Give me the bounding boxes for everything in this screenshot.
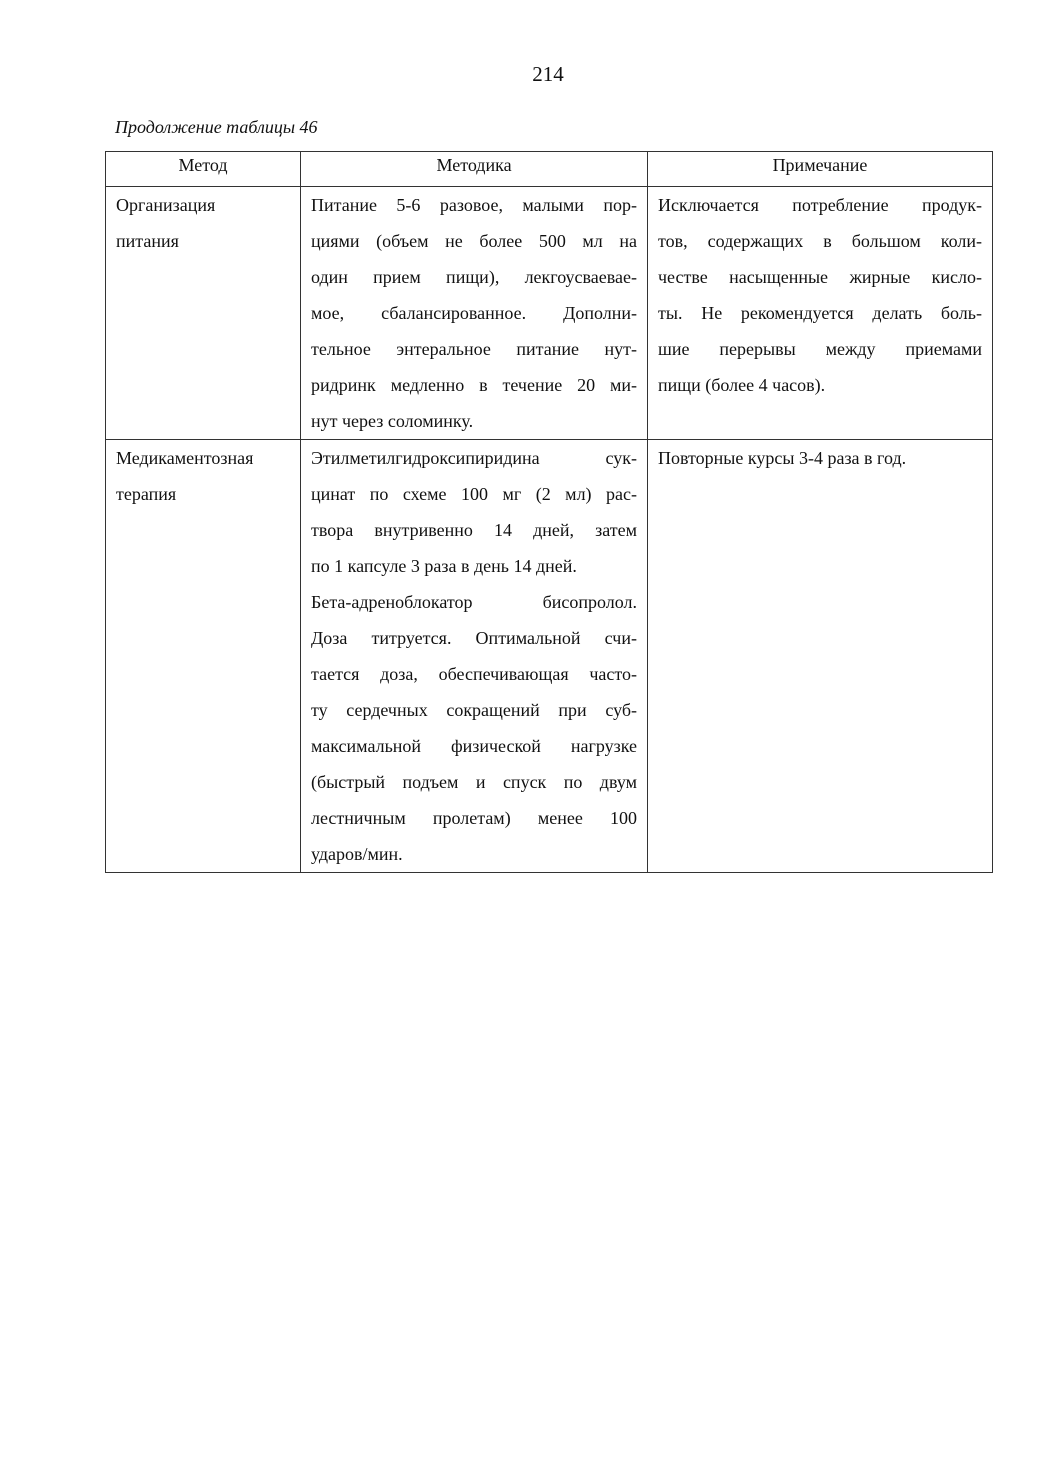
header-method: Метод [106, 152, 301, 187]
cell-line: один прием пищи), лекгоусваевае- [311, 267, 637, 287]
cell-line: шие перерывы между приемами [658, 339, 982, 359]
cell-line: Повторные курсы 3-4 раза в год. [658, 448, 907, 468]
cell-line: ту сердечных сокращений при суб- [311, 700, 637, 720]
header-technique: Методика [301, 152, 648, 187]
cell-line: Этилметилгидроксипиридина сук- [311, 448, 637, 468]
technique-cell [301, 187, 648, 440]
cell-line: Исключается потребление продук- [658, 195, 982, 215]
cell-line: Доза титруется. Оптимальной счи- [311, 628, 637, 648]
cell-line: цинат по схеме 100 мг (2 мл) рас- [311, 484, 637, 504]
method-cell [106, 187, 301, 440]
note-cell [648, 440, 993, 873]
cell-line: Бета-адреноблокатор бисопролол. [311, 592, 637, 612]
cell-line: нут через соломинку. [311, 411, 474, 431]
table-row [106, 187, 993, 440]
cell-line: тов, содержащих в большом коли- [658, 231, 982, 251]
cell-line: мое, сбалансированное. Дополни- [311, 303, 637, 323]
cell-line: тается доза, обеспечивающая часто- [311, 664, 637, 684]
cell-line: честве насыщенные жирные кисло- [658, 267, 982, 287]
cell-line: циями (объем не более 500 мл на [311, 231, 637, 251]
cell-line: терапия [116, 484, 177, 504]
page-number: 214 [532, 62, 564, 86]
cell-line: лестничным пролетам) менее 100 [311, 808, 637, 828]
cell-line: Питание 5-6 разовое, малыми пор- [311, 195, 637, 215]
cell-line: ридринк медленно в течение 20 ми- [311, 375, 637, 395]
cell-line: питания [116, 231, 179, 251]
table-caption: Продолжение таблицы 46 [115, 117, 318, 137]
cell-line: пищи (более 4 часов). [658, 375, 826, 395]
technique-cell [301, 440, 648, 873]
treatment-table [105, 151, 993, 873]
table-header-row [106, 152, 993, 187]
note-cell [648, 187, 993, 440]
header-note: Примечание [648, 152, 993, 187]
cell-line: (быстрый подъем и спуск по двум [311, 772, 637, 792]
cell-line: по 1 капсуле 3 раза в день 14 дней. [311, 556, 577, 576]
cell-line: тельное энтеральное питание нут- [311, 339, 637, 359]
cell-line: максимальной физической нагрузке [311, 736, 637, 756]
cell-line: Медикаментозная [116, 448, 254, 468]
cell-line: ты. Не рекомендуется делать боль- [658, 303, 982, 323]
method-cell [106, 440, 301, 873]
cell-line: твора внутривенно 14 дней, затем [311, 520, 637, 540]
cell-line: Организация [116, 195, 216, 215]
table-row [106, 440, 993, 873]
cell-line: ударов/мин. [311, 844, 403, 864]
